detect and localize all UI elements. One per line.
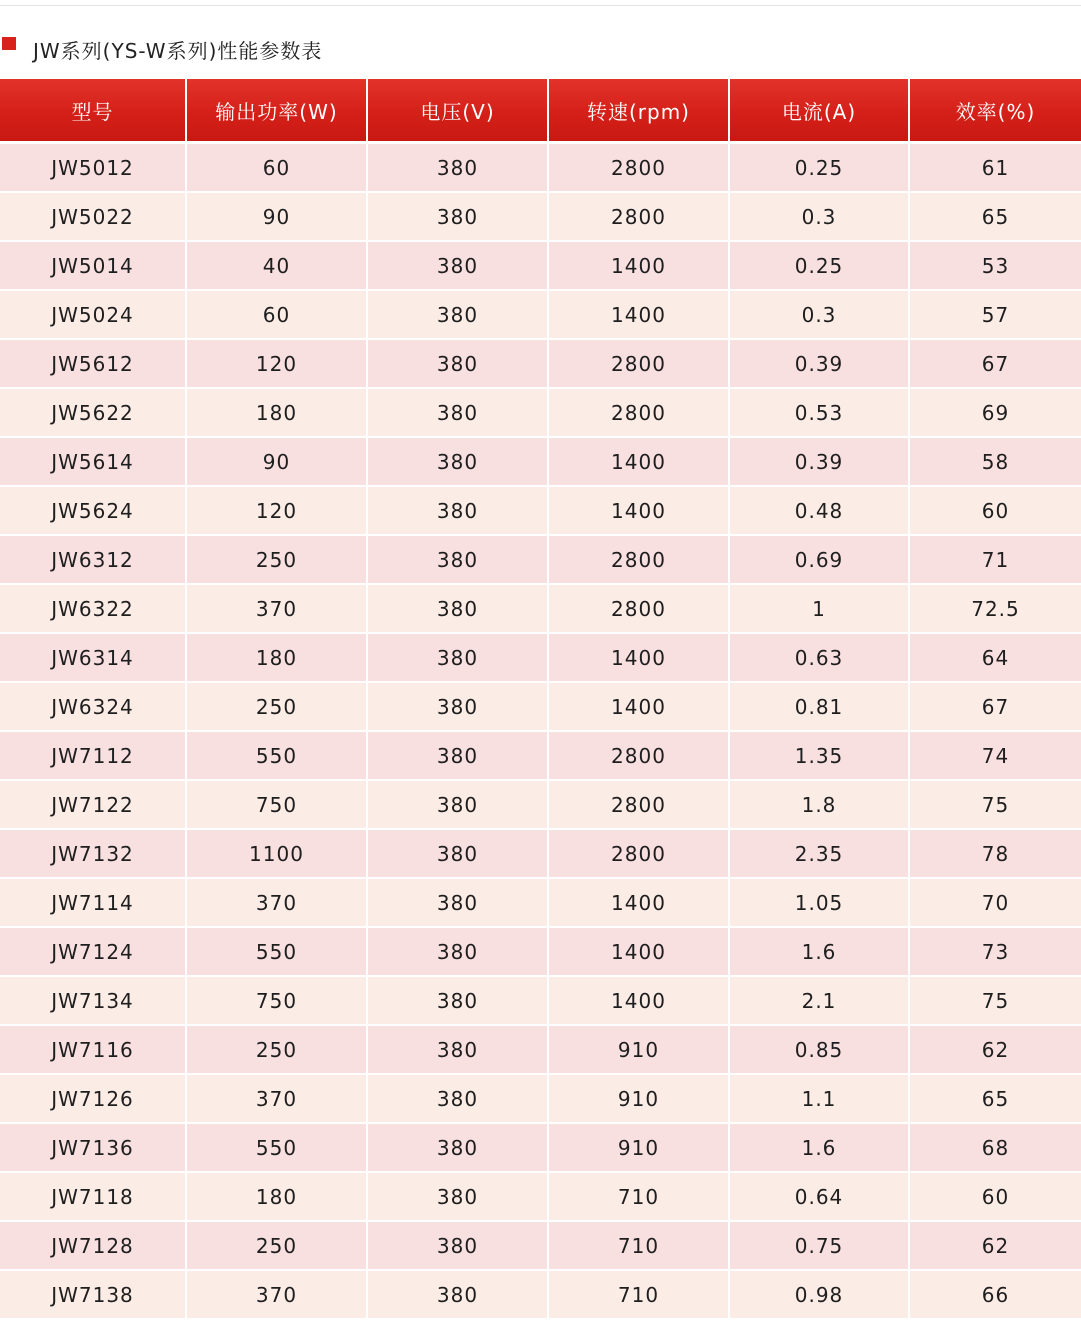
cell-speed: 2800: [548, 143, 729, 193]
table-row: [0, 192, 1081, 241]
cell-output-power: 180: [186, 633, 367, 682]
cell-speed: 2800: [548, 584, 729, 633]
cell-efficiency: 60: [909, 1172, 1081, 1221]
cell-model: JW7114: [0, 878, 186, 927]
cell-model: JW7132: [0, 829, 186, 878]
cell-efficiency: 70: [909, 878, 1081, 927]
cell-current: 0.39: [729, 437, 909, 486]
cell-model: JW7128: [0, 1221, 186, 1270]
cell-output-power: 120: [186, 339, 367, 388]
cell-current: 2.1: [729, 976, 909, 1025]
cell-output-power: 250: [186, 682, 367, 731]
table-row: [0, 927, 1081, 976]
cell-model: JW5612: [0, 339, 186, 388]
cell-output-power: 90: [186, 437, 367, 486]
cell-current: 1.1: [729, 1074, 909, 1123]
cell-current: 0.3: [729, 290, 909, 339]
cell-speed: 1400: [548, 927, 729, 976]
cell-speed: 2800: [548, 535, 729, 584]
table-header: [0, 79, 1081, 143]
table-row: [0, 143, 1081, 193]
cell-efficiency: 78: [909, 829, 1081, 878]
cell-speed: 2800: [548, 780, 729, 829]
cell-output-power: 370: [186, 1074, 367, 1123]
table-row: [0, 1123, 1081, 1172]
cell-current: 0.48: [729, 486, 909, 535]
cell-voltage: 380: [367, 1025, 548, 1074]
cell-efficiency: 68: [909, 1123, 1081, 1172]
cell-model: JW7138: [0, 1270, 186, 1319]
table-row: [0, 878, 1081, 927]
cell-model: JW7112: [0, 731, 186, 780]
cell-voltage: 380: [367, 1123, 548, 1172]
cell-model: JW5624: [0, 486, 186, 535]
column-header-model: 型号: [0, 79, 186, 143]
table-row: [0, 731, 1081, 780]
cell-voltage: 380: [367, 633, 548, 682]
cell-efficiency: 62: [909, 1221, 1081, 1270]
table-row: [0, 388, 1081, 437]
cell-output-power: 250: [186, 535, 367, 584]
cell-efficiency: 75: [909, 976, 1081, 1025]
cell-voltage: 380: [367, 486, 548, 535]
cell-efficiency: 65: [909, 1074, 1081, 1123]
cell-current: 1.05: [729, 878, 909, 927]
table-row: [0, 290, 1081, 339]
cell-speed: 1400: [548, 633, 729, 682]
table-row: [0, 1221, 1081, 1270]
cell-current: 1.6: [729, 927, 909, 976]
cell-output-power: 250: [186, 1025, 367, 1074]
cell-model: JW5614: [0, 437, 186, 486]
cell-current: 0.39: [729, 339, 909, 388]
cell-model: JW5622: [0, 388, 186, 437]
cell-model: JW7116: [0, 1025, 186, 1074]
cell-voltage: 380: [367, 535, 548, 584]
cell-voltage: 380: [367, 976, 548, 1025]
spec-table: [0, 79, 1081, 1320]
cell-output-power: 180: [186, 1172, 367, 1221]
cell-speed: 2800: [548, 388, 729, 437]
cell-voltage: 380: [367, 1172, 548, 1221]
cell-model: JW5014: [0, 241, 186, 290]
cell-current: 0.3: [729, 192, 909, 241]
cell-current: 0.25: [729, 143, 909, 193]
table-row: [0, 633, 1081, 682]
column-header-voltage: 电压(V): [367, 79, 548, 143]
cell-model: JW5024: [0, 290, 186, 339]
cell-voltage: 380: [367, 437, 548, 486]
cell-output-power: 550: [186, 927, 367, 976]
cell-current: 1: [729, 584, 909, 633]
cell-voltage: 380: [367, 731, 548, 780]
table-row: [0, 682, 1081, 731]
table-row: [0, 486, 1081, 535]
cell-model: JW6322: [0, 584, 186, 633]
cell-voltage: 380: [367, 927, 548, 976]
column-header-speed: 转速(rpm): [548, 79, 729, 143]
cell-efficiency: 66: [909, 1270, 1081, 1319]
cell-speed: 2800: [548, 829, 729, 878]
cell-speed: 1400: [548, 486, 729, 535]
cell-output-power: 1100: [186, 829, 367, 878]
cell-efficiency: 73: [909, 927, 1081, 976]
cell-output-power: 180: [186, 388, 367, 437]
cell-efficiency: 74: [909, 731, 1081, 780]
cell-model: JW6312: [0, 535, 186, 584]
cell-speed: 910: [548, 1025, 729, 1074]
top-divider: [0, 5, 1081, 6]
cell-output-power: 60: [186, 143, 367, 193]
cell-speed: 1400: [548, 437, 729, 486]
cell-efficiency: 64: [909, 633, 1081, 682]
cell-efficiency: 62: [909, 1025, 1081, 1074]
cell-output-power: 60: [186, 290, 367, 339]
table-row: [0, 437, 1081, 486]
cell-voltage: 380: [367, 878, 548, 927]
table-row: [0, 241, 1081, 290]
cell-efficiency: 75: [909, 780, 1081, 829]
cell-output-power: 550: [186, 731, 367, 780]
cell-voltage: 380: [367, 290, 548, 339]
bullet-square-icon: [2, 37, 16, 50]
cell-efficiency: 60: [909, 486, 1081, 535]
cell-current: 0.75: [729, 1221, 909, 1270]
header-row: [0, 79, 1081, 143]
cell-voltage: 380: [367, 1221, 548, 1270]
table-row: [0, 535, 1081, 584]
cell-efficiency: 65: [909, 192, 1081, 241]
cell-voltage: 380: [367, 192, 548, 241]
cell-speed: 1400: [548, 241, 729, 290]
cell-output-power: 250: [186, 1221, 367, 1270]
cell-voltage: 380: [367, 1270, 548, 1319]
column-header-current: 电流(A): [729, 79, 909, 143]
cell-speed: 910: [548, 1123, 729, 1172]
table-row: [0, 1074, 1081, 1123]
cell-output-power: 90: [186, 192, 367, 241]
cell-voltage: 380: [367, 584, 548, 633]
table-row: [0, 1270, 1081, 1319]
cell-current: 1.35: [729, 731, 909, 780]
cell-speed: 910: [548, 1074, 729, 1123]
table-row: [0, 1172, 1081, 1221]
cell-efficiency: 69: [909, 388, 1081, 437]
cell-voltage: 380: [367, 143, 548, 193]
cell-current: 0.53: [729, 388, 909, 437]
cell-efficiency: 61: [909, 143, 1081, 193]
table-body: [0, 143, 1081, 1320]
cell-voltage: 380: [367, 1074, 548, 1123]
cell-speed: 1400: [548, 682, 729, 731]
cell-output-power: 550: [186, 1123, 367, 1172]
table-row: [0, 339, 1081, 388]
cell-efficiency: 67: [909, 339, 1081, 388]
column-header-efficiency: 效率(%): [909, 79, 1081, 143]
cell-output-power: 370: [186, 584, 367, 633]
cell-speed: 2800: [548, 339, 729, 388]
cell-output-power: 120: [186, 486, 367, 535]
cell-model: JW7118: [0, 1172, 186, 1221]
cell-output-power: 750: [186, 780, 367, 829]
cell-model: JW7134: [0, 976, 186, 1025]
cell-efficiency: 58: [909, 437, 1081, 486]
cell-voltage: 380: [367, 780, 548, 829]
cell-model: JW5012: [0, 143, 186, 193]
cell-model: JW7122: [0, 780, 186, 829]
cell-current: 0.85: [729, 1025, 909, 1074]
cell-model: JW7124: [0, 927, 186, 976]
cell-current: 0.69: [729, 535, 909, 584]
cell-current: 1.8: [729, 780, 909, 829]
cell-current: 0.98: [729, 1270, 909, 1319]
cell-voltage: 380: [367, 241, 548, 290]
table-row: [0, 976, 1081, 1025]
table-row: [0, 780, 1081, 829]
cell-current: 0.63: [729, 633, 909, 682]
cell-output-power: 750: [186, 976, 367, 1025]
cell-speed: 710: [548, 1172, 729, 1221]
column-header-output-power: 输出功率(W): [186, 79, 367, 143]
table-row: [0, 829, 1081, 878]
cell-voltage: 380: [367, 829, 548, 878]
cell-model: JW6324: [0, 682, 186, 731]
cell-speed: 1400: [548, 290, 729, 339]
cell-model: JW7126: [0, 1074, 186, 1123]
cell-speed: 1400: [548, 878, 729, 927]
cell-current: 0.81: [729, 682, 909, 731]
cell-voltage: 380: [367, 339, 548, 388]
cell-speed: 710: [548, 1270, 729, 1319]
cell-efficiency: 67: [909, 682, 1081, 731]
cell-speed: 2800: [548, 192, 729, 241]
cell-efficiency: 71: [909, 535, 1081, 584]
cell-efficiency: 72.5: [909, 584, 1081, 633]
cell-model: JW7136: [0, 1123, 186, 1172]
section-heading: [0, 30, 322, 68]
page-title: JW系列(YS-W系列)性能参数表: [33, 38, 323, 63]
cell-voltage: 380: [367, 682, 548, 731]
cell-model: JW6314: [0, 633, 186, 682]
cell-voltage: 380: [367, 388, 548, 437]
table-row: [0, 1025, 1081, 1074]
cell-output-power: 370: [186, 878, 367, 927]
cell-speed: 1400: [548, 976, 729, 1025]
cell-efficiency: 53: [909, 241, 1081, 290]
cell-model: JW5022: [0, 192, 186, 241]
table-row: [0, 584, 1081, 633]
cell-current: 2.35: [729, 829, 909, 878]
cell-speed: 2800: [548, 731, 729, 780]
cell-efficiency: 57: [909, 290, 1081, 339]
cell-current: 0.25: [729, 241, 909, 290]
cell-output-power: 40: [186, 241, 367, 290]
cell-current: 1.6: [729, 1123, 909, 1172]
cell-output-power: 370: [186, 1270, 367, 1319]
cell-current: 0.64: [729, 1172, 909, 1221]
cell-speed: 710: [548, 1221, 729, 1270]
